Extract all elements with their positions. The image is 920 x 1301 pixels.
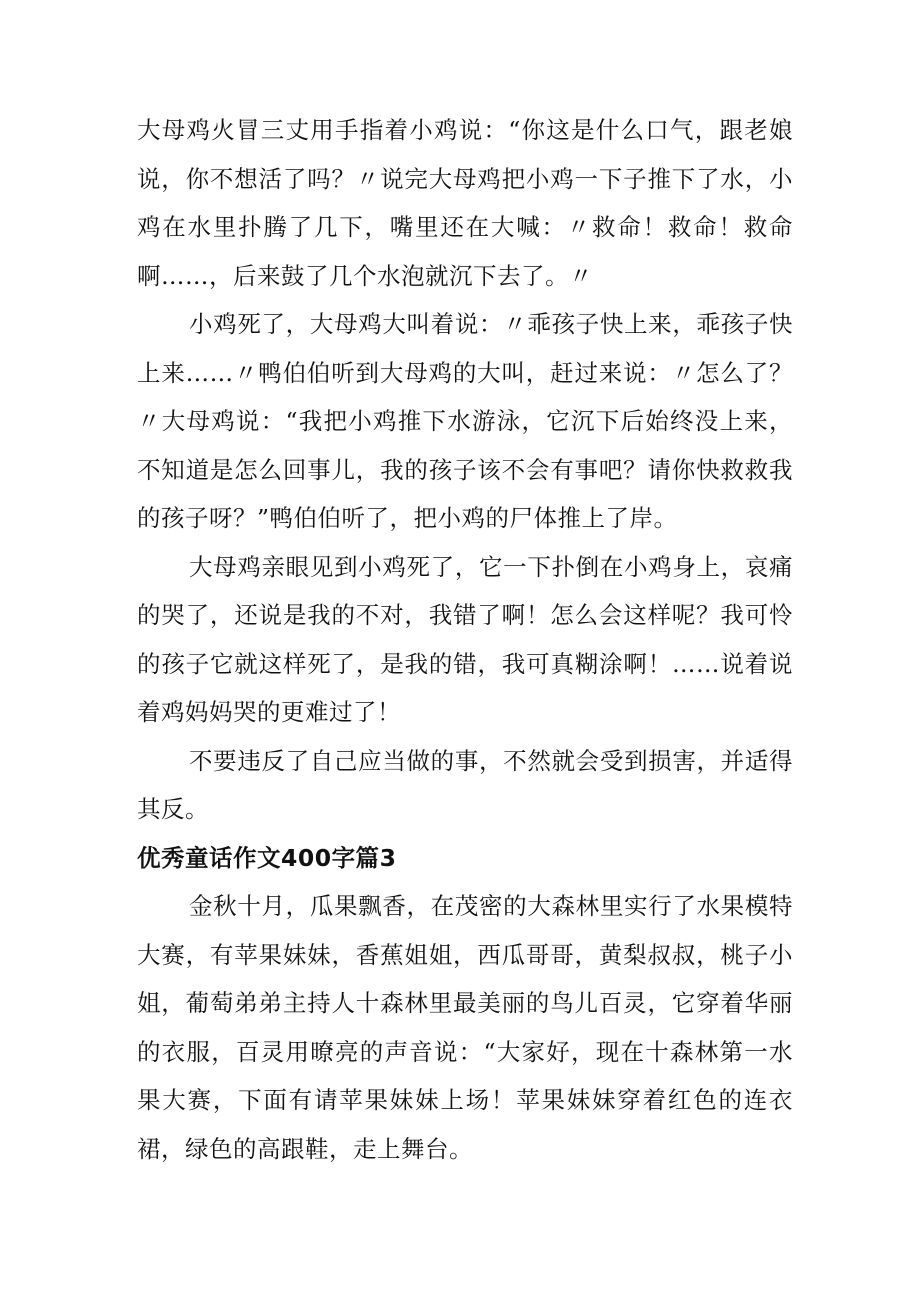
heading-prefix: 优秀童话作文 [137, 843, 281, 872]
paragraph-4: 不要违反了自己应当做的事，不然就会受到损害，并适得其反。 [137, 746, 793, 823]
paragraph-2: 小鸡死了，大母鸡大叫着说：〃乖孩子快上来，乖孩子快上来……〃鸭伯伯听到大母鸡的大叫，赶过来说：〃怎么了？〃大母鸡说：“我把小鸡推下水游泳，它沉下后始终没上来，不知道是怎么回事儿，我的孩子该不会有事吧？请你快救救我的孩子呀？”鸭伯伯听了，把小鸡的尸体推上了岸。 [137, 310, 793, 532]
heading-suffix: 字篇 [331, 843, 380, 872]
document-body [137, 106, 793, 1173]
paragraph-1: 大母鸡火冒三丈用手指着小鸡说：“你这是什么口气，跟老娘说，你不想活了吗？〃说完大母鸡把小鸡一下子推下了水，小鸡在水里扑腾了几下，嘴里还在大喊：〃救命！救命！救命啊……，后来鼓了几个水泡就沉下去了。〃 [137, 116, 793, 290]
heading-index: 3 [379, 843, 397, 872]
paragraph-3: 大母鸡亲眼见到小鸡死了，它一下扑倒在小鸡身上，哀痛的哭了，还说是我的不对，我错了啊！怎么会这样呢？我可怜的孩子它就这样死了，是我的错，我可真糊涂啊！……说着说着鸡妈妈哭的更难过了！ [137, 552, 793, 726]
heading-number: 400 [281, 843, 332, 872]
paragraph-5: 金秋十月，瓜果飘香，在茂密的大森林里实行了水果模特大赛，有苹果妹妹，香蕉姐姐，西瓜哥哥，黄梨叔叔，桃子小姐，葡萄弟弟主持人十森林里最美丽的鸟儿百灵，它穿着华丽的衣服，百灵用暸亮的声音说：“大家好，现在十森林第一水果大赛，下面有请苹果妹妹上场！苹果妹妹穿着红色的连衣裙，绿色的高跟鞋，走上舞台。 [137, 892, 793, 1163]
section-heading [137, 834, 793, 883]
